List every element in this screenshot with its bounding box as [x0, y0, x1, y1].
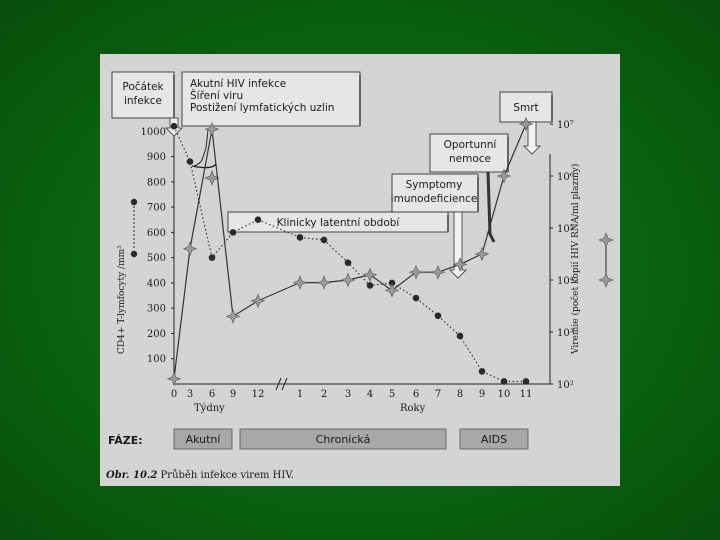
- y-left-tick-label: 1000: [140, 126, 166, 138]
- symptoms-label: Symptomy: [405, 179, 463, 191]
- x-tick-label: 6: [208, 389, 216, 400]
- x-tick-label: 12: [251, 389, 265, 400]
- cd4-point: [255, 216, 262, 223]
- hiv-course-chart: [100, 54, 620, 486]
- cd4-point: [479, 368, 486, 375]
- start-label: Počátek: [122, 81, 164, 93]
- legend-dot-top: [131, 199, 137, 205]
- cd4-point: [413, 295, 420, 302]
- cd4-point: [230, 229, 237, 236]
- cd4-point: [171, 123, 178, 130]
- legend-star-top: [599, 233, 613, 247]
- acute-label: Šíření viru: [190, 90, 244, 102]
- figure: [100, 54, 620, 486]
- viremia-point: [318, 276, 331, 289]
- cd4-point: [297, 234, 304, 241]
- viremia-point: [294, 276, 307, 289]
- acute-label: Akutní HIV infekce: [190, 78, 287, 90]
- cd4-point: [435, 312, 442, 319]
- phase-label-1: Chronická: [315, 433, 371, 446]
- y-left-tick-label: 300: [146, 303, 166, 315]
- viremia-point: [432, 266, 445, 279]
- symptoms-label: imunodeficience: [390, 193, 478, 205]
- y-right-tick-label: 10⁵: [557, 224, 574, 235]
- phase-label-2: AIDS: [480, 433, 508, 446]
- cd4-point: [367, 282, 374, 289]
- y-left-label: CD4+ T-lymfocyty /mm³: [117, 245, 127, 354]
- cd4-point: [187, 158, 194, 165]
- x-tick-label: 9: [229, 389, 237, 400]
- viremia-point: [252, 294, 265, 307]
- phase-title: FÁZE:: [108, 434, 143, 447]
- x-tick-label: 8: [456, 389, 464, 400]
- annotations: [112, 72, 552, 278]
- y-left-tick-label: 900: [146, 152, 166, 164]
- latent-label: Klinicky latentní období: [276, 217, 400, 229]
- cd4-point: [321, 237, 328, 244]
- x-tick-label: 3: [344, 389, 352, 400]
- y-right-tick-label: 10³: [557, 328, 574, 339]
- cd4-point: [209, 254, 216, 261]
- series-viremia-bridge: [258, 283, 300, 301]
- death-label: Smrt: [513, 102, 539, 114]
- y-right-tick-label: 10²: [557, 380, 574, 391]
- y-left-tick-label: 600: [146, 227, 166, 239]
- y-left-tick-label: 800: [146, 177, 166, 189]
- opportunistic-label: nemoce: [449, 153, 491, 165]
- viremia-point: [227, 310, 240, 323]
- x-tick-label: 9: [478, 389, 486, 400]
- symptoms-arrow: [450, 212, 466, 278]
- x-tick-label: 7: [434, 389, 442, 400]
- y-right-tick-label: 10⁶: [557, 172, 574, 183]
- legend-star-bottom: [599, 273, 613, 287]
- x-tick-label: 5: [388, 389, 396, 400]
- phase-bar: [108, 429, 528, 449]
- figure-caption: [106, 469, 294, 481]
- x-tick-label: 2: [320, 389, 328, 400]
- cd4-point: [523, 378, 530, 385]
- x-tick-label: 4: [366, 389, 374, 400]
- y-left-tick-label: 700: [146, 202, 166, 214]
- acute-label: Postižení lymfatických uzlin: [190, 102, 335, 114]
- viremia-point: [364, 268, 377, 281]
- y-right-tick-label: 10⁴: [557, 276, 574, 287]
- x-tick-label: 6: [412, 389, 420, 400]
- legend-dot-bottom: [131, 251, 137, 257]
- start-label: infekce: [123, 95, 163, 107]
- cd4-point: [457, 333, 464, 340]
- x-unit-weeks: Týdny: [194, 403, 225, 414]
- cd4-point: [345, 259, 352, 266]
- x-unit-years: Roky: [400, 403, 426, 414]
- caption-text: Průběh infekce virem HIV.: [157, 470, 294, 481]
- viremia-point: [184, 242, 197, 255]
- viremia-point: [410, 266, 423, 279]
- opportunistic-label: Oportunní: [443, 139, 497, 151]
- y-left-tick-label: 100: [146, 354, 166, 366]
- x-tick-label: 0: [170, 389, 178, 400]
- caption-prefix: Obr. 10.2: [106, 470, 158, 481]
- x-tick-label: 10: [497, 389, 511, 400]
- x-tick-label: 11: [519, 389, 533, 400]
- y-right-label: Viremie (počet kopií HIV RNA/ml plazmy): [571, 163, 581, 354]
- y-left-tick-label: 400: [146, 278, 166, 290]
- x-tick-label: 3: [186, 389, 194, 400]
- viremia-point: [476, 248, 489, 261]
- phase-label-0: Akutní: [185, 433, 221, 446]
- cd4-point: [501, 378, 508, 385]
- viremia-point: [342, 274, 355, 287]
- y-left-tick-label: 500: [146, 253, 166, 265]
- viremia-point: [168, 372, 181, 385]
- x-tick-label: 1: [296, 389, 304, 400]
- y-right-tick-label: 10⁷: [557, 120, 574, 131]
- y-left-tick-label: 200: [146, 328, 166, 340]
